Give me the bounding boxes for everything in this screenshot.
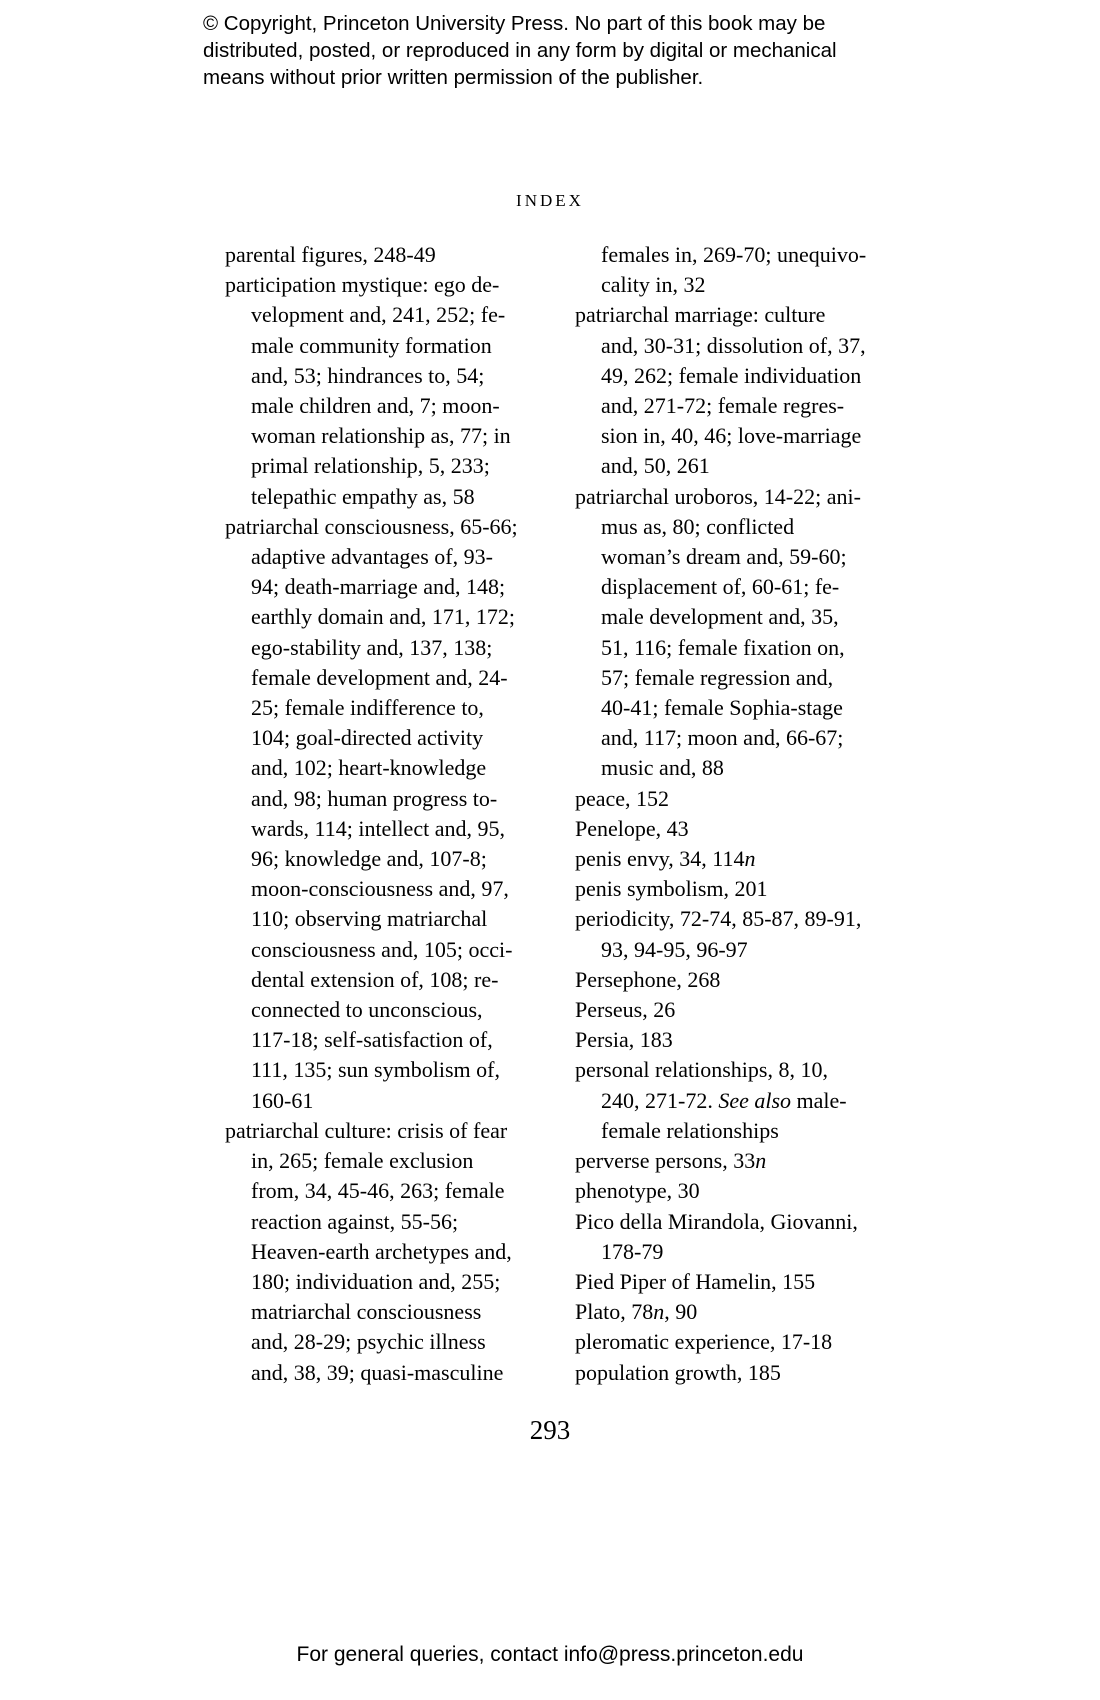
index-column-left — [225, 240, 555, 1388]
index-entry-line: patriarchal marriage: culture — [575, 302, 826, 328]
index-entry — [575, 814, 905, 844]
index-entry-continuation: 93, 94-95, 96-97 — [601, 936, 748, 962]
index-entry-line: periodicity, 72-74, 85-87, 89-91, — [575, 906, 862, 932]
index-entry-line: participation mystique: ego de- — [225, 272, 500, 298]
index-entry-continuation: male community formation — [251, 332, 492, 358]
index-entry-continuation: in, 265; female exclusion — [251, 1148, 474, 1174]
index-entry-continuation: wards, 114; intellect and, 95, — [251, 815, 505, 841]
copyright-notice — [203, 10, 963, 91]
index-entry-continuation: and, 271-72; female regres- — [601, 393, 845, 419]
index-entry-continuation: 25; female indifference to, — [251, 695, 484, 721]
index-entry-continuation: 111, 135; sun symbolism of, — [251, 1057, 500, 1083]
index-entry-continuation: and, 30-31; dissolution of, 37, — [601, 332, 866, 358]
index-entry-line: females in, 269-70; unequivo- — [601, 242, 867, 267]
index-column-right — [575, 240, 905, 1388]
index-entry — [575, 965, 905, 995]
index-entry-continuation: woman’s dream and, 59-60; — [601, 544, 847, 570]
index-entry — [225, 240, 555, 270]
index-entry-line: personal relationships, 8, 10, — [575, 1057, 828, 1083]
index-entry-continuation: 160-61 — [251, 1087, 314, 1113]
index-entry-continuation: 240, 271-72. See also male- — [601, 1087, 847, 1113]
index-entry — [575, 784, 905, 814]
index-entry-line: Penelope, 43 — [575, 815, 689, 841]
index-entry-continuation: 96; knowledge and, 107-8; — [251, 846, 487, 872]
index-entry — [225, 512, 555, 1116]
index-entry-continuation: 51, 116; female fixation on, — [601, 634, 845, 660]
index-entry-line: Perseus, 26 — [575, 997, 676, 1023]
index-entry — [575, 1055, 905, 1146]
index-entry-continuation: velopment and, 241, 252; fe- — [251, 302, 506, 328]
index-entry-continuation: Heaven-earth archetypes and, — [251, 1238, 512, 1264]
index-entry-continuation: consciousness and, 105; occi- — [251, 936, 513, 962]
copyright-line: distributed, posted, or reproduced in any form by digital or mechanical — [203, 39, 837, 62]
index-entry-continuation: mus as, 80; conflicted — [601, 513, 795, 539]
page-number: 293 — [529, 1415, 571, 1445]
footer-contact: For general queries, contact info@press.princeton.edu — [296, 1643, 804, 1666]
copyright-line: means without prior written permission of the publisher. — [203, 66, 704, 89]
index-entry-continuation: 49, 262; female individuation — [601, 362, 862, 388]
index-entry-continuation: 178-79 — [601, 1238, 664, 1264]
index-entry-line: patriarchal culture: crisis of fear — [225, 1117, 508, 1143]
index-entry-continuation: cality in, 32 — [601, 272, 706, 298]
index-entry-continuation: 57; female regression and, — [601, 664, 834, 690]
index-entry-continuation: 40-41; female Sophia-stage — [601, 695, 843, 721]
index-entry — [575, 1176, 905, 1206]
index-entry-line: parental figures, 248-49 — [225, 242, 436, 267]
index-entry-continuation: male development and, 35, — [601, 604, 839, 630]
index-entry — [575, 300, 905, 481]
index-entry-continuation: matriarchal consciousness — [251, 1299, 482, 1325]
index-entry-line: penis envy, 34, 114n — [575, 846, 756, 872]
index-entry-continuation: woman relationship as, 77; in — [251, 423, 511, 449]
index-entry — [575, 1025, 905, 1055]
index-entry-continuation: dental extension of, 108; re- — [251, 966, 499, 992]
index-entry-line: phenotype, 30 — [575, 1178, 700, 1204]
index-entry-continuation: primal relationship, 5, 233; — [251, 453, 490, 479]
index-entry-continuation: sion in, 40, 46; love-marriage — [601, 423, 862, 449]
index-entry-continuation: displacement of, 60-61; fe- — [601, 574, 840, 600]
index-entry-continuation: and, 53; hindrances to, 54; — [251, 362, 485, 388]
index-entry-line: penis symbolism, 201 — [575, 876, 768, 902]
index-entry-line: perverse persons, 33n — [575, 1148, 767, 1174]
index-entry-line: Pico della Mirandola, Giovanni, — [575, 1208, 858, 1234]
index-entry-continuation: 94; death-marriage and, 148; — [251, 574, 506, 600]
index-entry-line: patriarchal uroboros, 14-22; ani- — [575, 483, 861, 509]
index-entry — [575, 874, 905, 904]
index-entry-continuation: 180; individuation and, 255; — [251, 1268, 501, 1294]
index-entry-line: patriarchal consciousness, 65-66; — [225, 513, 518, 539]
index-entry-line: Persia, 183 — [575, 1027, 673, 1053]
index-entry-continuation: 110; observing matriarchal — [251, 906, 488, 932]
index-entry — [575, 1327, 905, 1357]
index-entry-continuation: ego-stability and, 137, 138; — [251, 634, 493, 660]
index-entry-line: population growth, 185 — [575, 1359, 781, 1385]
index-entry-continuation: music and, 88 — [601, 755, 724, 781]
index-entry — [575, 995, 905, 1025]
index-entry-line: Pied Piper of Hamelin, 155 — [575, 1268, 816, 1294]
index-entry-continuation: and, 28-29; psychic illness — [251, 1329, 486, 1355]
index-entry-continuation: earthly domain and, 171, 172; — [251, 604, 515, 630]
copyright-line: © Copyright, Princeton University Press. No part of this book may be — [203, 12, 826, 35]
index-entry-continuation: telepathic empathy as, 58 — [251, 483, 475, 509]
index-entry-line: Persephone, 268 — [575, 966, 721, 992]
index-entry — [225, 1116, 555, 1388]
index-entry — [575, 904, 905, 964]
index-entry — [575, 240, 905, 300]
index-entry-continuation: from, 34, 45-46, 263; female — [251, 1178, 505, 1204]
index-entry — [575, 1146, 905, 1176]
index-entry-continuation: 104; goal-directed activity — [251, 725, 484, 751]
index-entry — [575, 482, 905, 784]
index-entry-continuation: and, 38, 39; quasi-masculine — [251, 1359, 504, 1385]
index-entry-continuation: and, 117; moon and, 66-67; — [601, 725, 844, 751]
index-entry-continuation: adaptive advantages of, 93- — [251, 544, 493, 570]
index-entry — [575, 1207, 905, 1267]
index-entry-continuation: and, 102; heart-knowledge — [251, 755, 487, 781]
index-entry-continuation: female development and, 24- — [251, 664, 508, 690]
index-entry-continuation: female relationships — [601, 1117, 779, 1143]
index-entry-continuation: and, 50, 261 — [601, 453, 710, 479]
index-entry — [575, 844, 905, 874]
index-entry-continuation: connected to unconscious, — [251, 997, 483, 1023]
index-entry-continuation: 117-18; self-satisfaction of, — [251, 1027, 493, 1053]
index-entry-line: peace, 152 — [575, 785, 670, 811]
index-entry — [575, 1358, 905, 1388]
index-entry — [575, 1297, 905, 1327]
index-entry-continuation: reaction against, 55-56; — [251, 1208, 459, 1234]
index-heading: INDEX — [516, 191, 584, 210]
index-entry-continuation: moon-consciousness and, 97, — [251, 876, 509, 902]
index-entry — [225, 270, 555, 512]
index-entry-continuation: male children and, 7; moon- — [251, 393, 500, 419]
index-entry-continuation: and, 98; human progress to- — [251, 785, 498, 811]
index-entry-line: Plato, 78n, 90 — [575, 1299, 698, 1325]
index-entry-line: pleromatic experience, 17-18 — [575, 1329, 833, 1355]
index-entry — [575, 1267, 905, 1297]
